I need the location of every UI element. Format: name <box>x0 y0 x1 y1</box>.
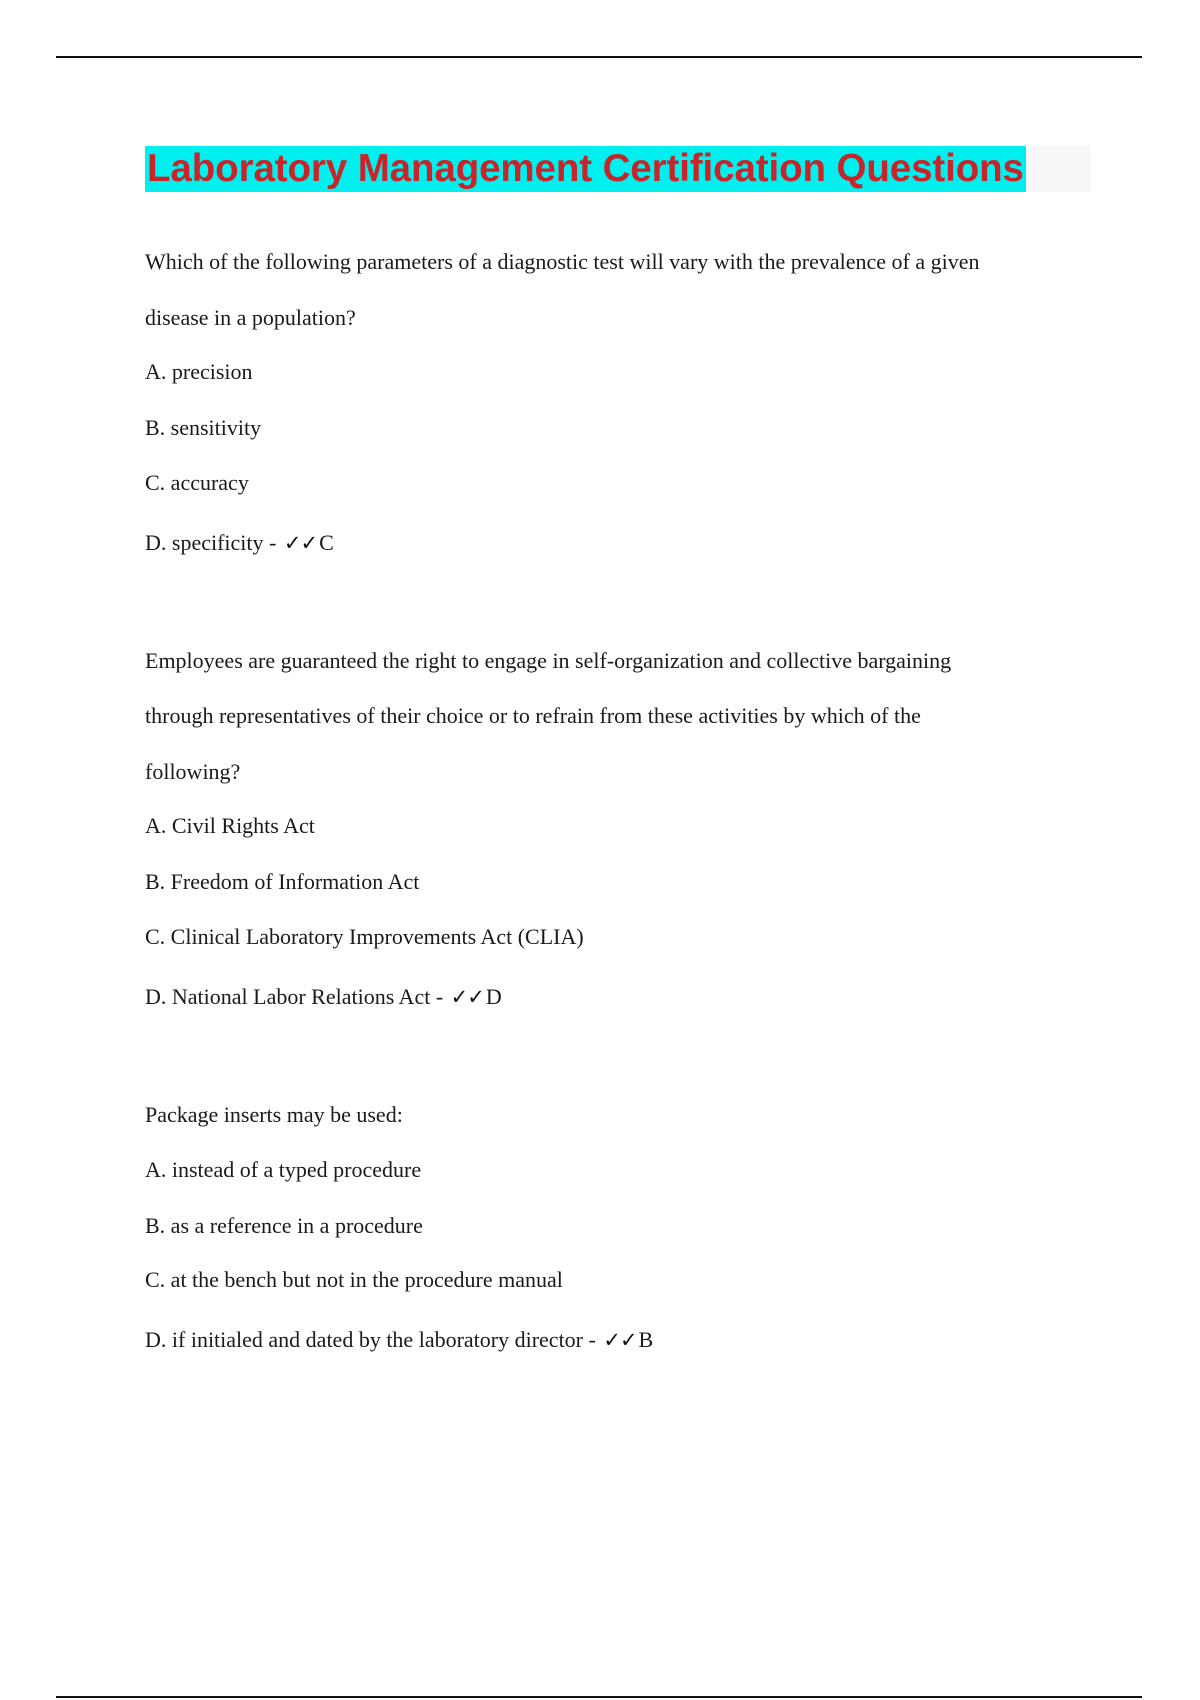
question-2-option-a: A. Civil Rights Act <box>145 813 315 838</box>
page-title: Laboratory Management Certification Questions <box>147 147 1024 190</box>
question-2-stem-line-1: Employees are guaranteed the right to engage in self-organization and collective bargaining <box>145 648 952 673</box>
question-2-option-d-row <box>145 983 502 1011</box>
double-check-icon: ✓✓ <box>603 1328 637 1352</box>
top-rule <box>56 56 1142 58</box>
double-check-icon: ✓✓ <box>283 531 318 555</box>
double-check-icon: ✓✓ <box>450 985 484 1009</box>
question-1-answer: C <box>319 530 334 555</box>
question-1-stem-line-1: Which of the following parameters of a diagnostic test will vary with the prevalence of a given <box>145 249 980 274</box>
bottom-rule <box>56 1696 1142 1698</box>
question-2-stem-line-3: following? <box>145 759 241 784</box>
question-3-stem-line-1: Package inserts may be used: <box>145 1102 403 1127</box>
question-3-answer: B <box>638 1327 654 1352</box>
question-1-option-d-row <box>145 529 334 557</box>
question-3-option-d: D. if initialed and dated by the laboratory director - <box>145 1327 602 1352</box>
question-2-option-c: C. Clinical Laboratory Improvements Act (CLIA) <box>145 924 584 949</box>
question-2-stem-line-2: through representatives of their choice or to refrain from these activities by which of the <box>145 703 921 728</box>
question-1-option-d: D. specificity - <box>145 530 282 555</box>
question-2-answer: D <box>485 984 502 1009</box>
question-1-stem-line-2: disease in a population? <box>145 305 356 330</box>
question-3-option-a: A. instead of a typed procedure <box>145 1157 422 1182</box>
question-2-option-b: B. Freedom of Information Act <box>145 869 420 894</box>
question-1-option-c: C. accuracy <box>145 470 249 495</box>
question-1-option-b: B. sensitivity <box>145 415 262 440</box>
question-3-option-c: C. at the bench but not in the procedure manual <box>145 1267 563 1292</box>
question-3-option-d-row <box>145 1326 653 1354</box>
question-3-option-b: B. as a reference in a procedure <box>145 1213 423 1238</box>
question-1-option-a: A. precision <box>145 359 253 384</box>
question-2-option-d: D. National Labor Relations Act - <box>145 984 449 1009</box>
